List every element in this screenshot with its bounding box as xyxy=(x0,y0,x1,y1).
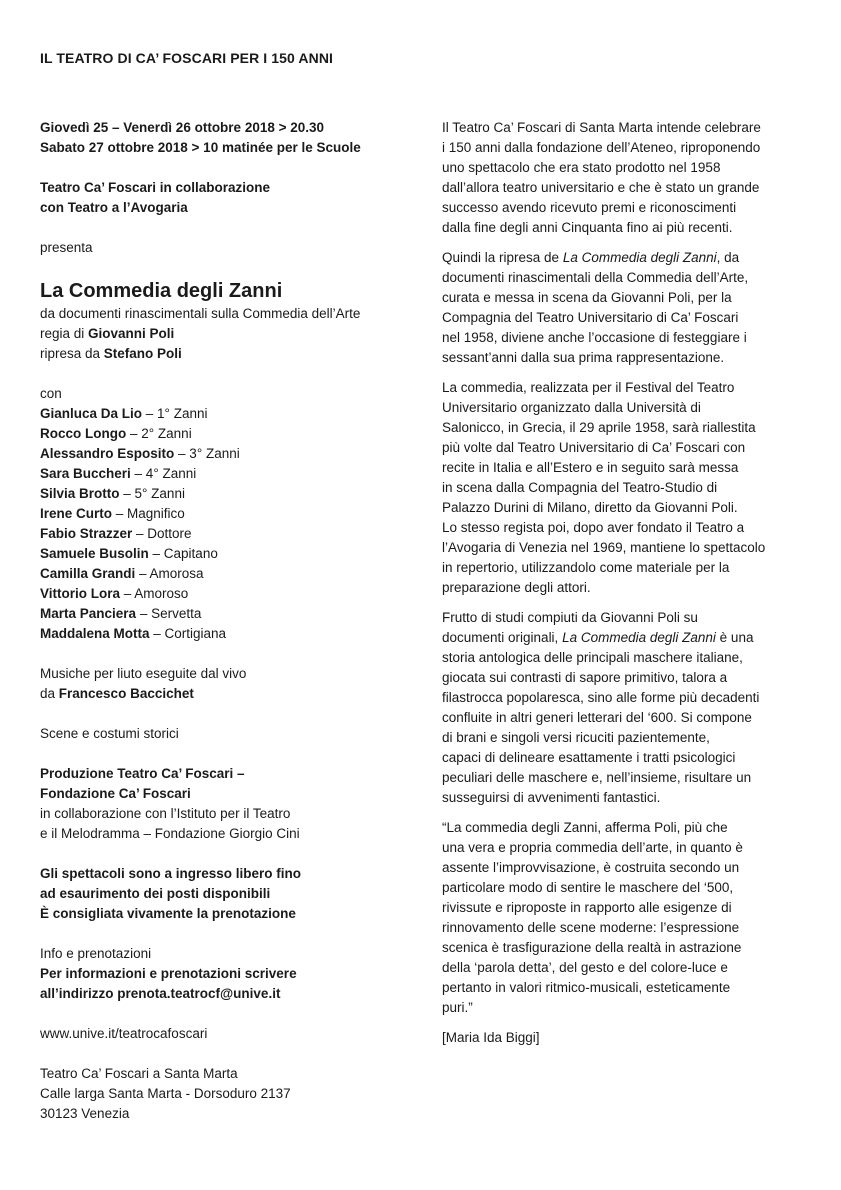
text-line: di brani e singoli versi ricuciti pazientemente, xyxy=(442,730,710,745)
cast-item xyxy=(40,504,420,524)
production-line: Fondazione Ca’ Foscari xyxy=(40,786,191,801)
dates xyxy=(40,118,420,158)
actor-role: – Capitano xyxy=(148,546,218,561)
text-line: dalla fine degli anni Cinquanta fino ai più recenti. xyxy=(442,220,733,235)
show-subtitle: da documenti rinascimentali sulla Commedia dell’Arte xyxy=(40,306,361,321)
actor-role: – Amoroso xyxy=(120,586,189,601)
paragraph-1 xyxy=(442,118,817,238)
page-header: IL TEATRO DI CA’ FOSCARI PER I 150 ANNI xyxy=(40,50,334,66)
info-label: Info e prenotazioni xyxy=(40,946,152,961)
actor-name: Fabio Strazzer xyxy=(40,526,133,541)
collaboration xyxy=(40,178,420,218)
cast-item xyxy=(40,484,420,504)
actor-name: Marta Panciera xyxy=(40,606,137,621)
text-line: dall’allora teatro universitario e che è stato un grande xyxy=(442,180,760,195)
actor-role: – 5° Zanni xyxy=(119,486,185,501)
cast-item xyxy=(40,424,420,444)
text-line: curata e messa in scena da Giovanni Poli, per la xyxy=(442,290,732,305)
collab-line: Teatro Ca’ Foscari in collaborazione xyxy=(40,180,271,195)
text-line: più volte dal Teatro Universitario di Ca’ Foscari con xyxy=(442,440,746,455)
text-line: Salonicco, in Grecia, il 29 aprile 1958, sarà riallestita xyxy=(442,420,756,435)
actor-role: – Amorosa xyxy=(135,566,204,581)
regia-label: regia di xyxy=(40,326,89,341)
text-line: storia antologica delle principali maschere italiane, xyxy=(442,650,743,665)
regia-name: Giovanni Poli xyxy=(88,326,175,341)
cast-item xyxy=(40,544,420,564)
text-line: i 150 anni dalla fondazione dell’Ateneo, riproponendo xyxy=(442,140,761,155)
right-column xyxy=(442,118,817,1048)
italic-title: La Commedia degli Zanni xyxy=(562,630,716,645)
show-title: La Commedia degli Zanni xyxy=(40,280,283,302)
cast-item xyxy=(40,524,420,544)
access-line: ad esaurimento dei posti disponibili xyxy=(40,886,271,901)
quote-line: una vera e propria commedia dell’arte, in quanto è xyxy=(442,840,743,855)
text-line: giocata sui contrasti di sapore primitivo, talora a xyxy=(442,670,728,685)
quote-line: “La commedia degli Zanni, afferma Poli, più che xyxy=(442,820,728,835)
quote-line: scenica è trasfigurazione della realtà in astrazione xyxy=(442,940,742,955)
actor-role: – 4° Zanni xyxy=(130,466,197,481)
text-line: l’Avogaria di Venezia nel 1969, mantiene lo spettacolo xyxy=(442,540,766,555)
text-line: Il Teatro Ca’ Foscari di Santa Marta intende celebrare xyxy=(442,120,761,135)
regia xyxy=(40,324,420,344)
text-span: documenti originali, xyxy=(442,630,563,645)
actor-name: Rocco Longo xyxy=(40,426,127,441)
actor-name: Maddalena Motta xyxy=(40,626,150,641)
text-line: sessant’anni dalla sua prima rappresentazione. xyxy=(442,350,725,365)
cast-item xyxy=(40,604,420,624)
text-span: Quindi la ripresa de xyxy=(442,250,563,265)
text-line: recite in Italia e all’Estero e in seguito sarà messa xyxy=(442,460,739,475)
music xyxy=(40,664,420,704)
presenta: presenta xyxy=(40,240,93,255)
text-line: preparazione degli attori. xyxy=(442,580,591,595)
production-line: Produzione Teatro Ca’ Foscari – xyxy=(40,766,245,781)
music-line xyxy=(40,684,420,704)
production xyxy=(40,764,420,844)
actor-role: – Servetta xyxy=(136,606,202,621)
scene-costumi: Scene e costumi storici xyxy=(40,726,179,741)
info-line: Per informazioni e prenotazioni scrivere xyxy=(40,966,297,981)
italic-title: La Commedia degli Zanni xyxy=(562,250,717,265)
left-column xyxy=(40,118,420,1124)
actor-role: – Cortigiana xyxy=(149,626,227,641)
info xyxy=(40,944,420,1004)
actor-role: – Dottore xyxy=(132,526,192,541)
actor-role: – 1° Zanni xyxy=(142,406,208,421)
ripresa-name: Stefano Poli xyxy=(103,346,182,361)
text-line: peculiari delle maschere e, nell’insieme, risultare un xyxy=(442,770,752,785)
text-line: nel 1958, diviene anche l’occasione di festeggiare i xyxy=(442,330,747,345)
quote xyxy=(442,818,817,1018)
actor-name: Silvia Brotto xyxy=(40,486,120,501)
musician-name: Francesco Baccichet xyxy=(58,686,194,701)
text-line xyxy=(442,248,817,268)
paragraph-2 xyxy=(442,248,817,368)
quote-line: rivissute e riproposte in rapporto alle esigenze di xyxy=(442,900,732,915)
date-line: Giovedì 25 – Venerdì 26 ottobre 2018 > 20.30 xyxy=(40,120,325,135)
quote-line: puri.” xyxy=(442,1000,473,1015)
text-span: , da xyxy=(716,250,740,265)
cast-list xyxy=(40,404,420,644)
cast-item xyxy=(40,624,420,644)
access-line: È consigliata vivamente la prenotazione xyxy=(40,906,296,921)
quote-line: della ‘parola detta’, del gesto e del colore-luce e xyxy=(442,960,728,975)
con-label: con xyxy=(40,386,62,401)
text-line: capaci di delineare esattamente i tratti psicologici xyxy=(442,750,736,765)
address-line: Calle larga Santa Marta - Dorsoduro 2137 xyxy=(40,1086,291,1101)
cast-item xyxy=(40,444,420,464)
actor-role: – 2° Zanni xyxy=(126,426,192,441)
website-link[interactable]: www.unive.it/teatrocafoscari xyxy=(40,1026,208,1041)
text-line: in repertorio, utilizzandolo come materiale per la xyxy=(442,560,730,575)
text-line: uno spettacolo che era stato prodotto nel 1958 xyxy=(442,160,721,175)
ripresa-label: ripresa da xyxy=(40,346,104,361)
address xyxy=(40,1064,420,1124)
cast-item xyxy=(40,404,420,424)
text-line: Universitario organizzato dalla Università di xyxy=(442,400,701,415)
text-line: susseguirsi di avvenimenti fantastici. xyxy=(442,790,661,805)
actor-name: Sara Buccheri xyxy=(40,466,131,481)
paragraph-3 xyxy=(442,378,817,598)
actor-role: – 3° Zanni xyxy=(174,446,240,461)
music-line: Musiche per liuto eseguite dal vivo xyxy=(40,666,247,681)
actor-name: Samuele Busolin xyxy=(40,546,149,561)
text-line: La commedia, realizzata per il Festival del Teatro xyxy=(442,380,735,395)
text-span: è una xyxy=(715,630,754,645)
cast-item xyxy=(40,564,420,584)
paragraph-4 xyxy=(442,608,817,808)
text-line: in scena dalla Compagnia del Teatro-Studio di xyxy=(442,480,718,495)
actor-role: – Magnifico xyxy=(112,506,185,521)
actor-name: Vittorio Lora xyxy=(40,586,121,601)
date-line: Sabato 27 ottobre 2018 > 10 matinée per le Scuole xyxy=(40,140,361,155)
address-line: Teatro Ca’ Foscari a Santa Marta xyxy=(40,1066,238,1081)
actor-name: Gianluca Da Lio xyxy=(40,406,143,421)
text-line: Palazzo Durini di Milano, diretto da Giovanni Poli. xyxy=(442,500,738,515)
address-line: 30123 Venezia xyxy=(40,1106,130,1121)
text-line: Lo stesso regista poi, dopo aver fondato il Teatro a xyxy=(442,520,745,535)
text-line: filastrocca popolaresca, sino alle forme più decadenti xyxy=(442,690,760,705)
info-email-line[interactable]: all’indirizzo prenota.teatrocf@unive.it xyxy=(40,986,281,1001)
text-line: documenti rinascimentali della Commedia dell’Arte, xyxy=(442,270,749,285)
text-line xyxy=(442,628,817,648)
quote-line: rinnovamento delle scene moderne: l’espressione xyxy=(442,920,740,935)
production-collab-line: in collaborazione con l’Istituto per il Teatro xyxy=(40,806,291,821)
actor-name: Camilla Grandi xyxy=(40,566,136,581)
actor-name: Irene Curto xyxy=(40,506,113,521)
quote-line: pertanto in valori ritmico-musicali, esteticamente xyxy=(442,980,731,995)
music-prefix: da xyxy=(40,686,59,701)
access-info xyxy=(40,864,420,924)
signature: [Maria Ida Biggi] xyxy=(442,1030,540,1045)
text-line: Compagnia del Teatro Universitario di Ca’ Foscari xyxy=(442,310,739,325)
production-collab-line: e il Melodramma – Fondazione Giorgio Cini xyxy=(40,826,300,841)
quote-line: assente l’improvvisazione, è costruita secondo un xyxy=(442,860,740,875)
actor-name: Alessandro Esposito xyxy=(40,446,175,461)
text-line: confluite in altri generi letterari del ‘600. Si compone xyxy=(442,710,752,725)
cast-item xyxy=(40,464,420,484)
cast-item xyxy=(40,584,420,604)
collab-line: con Teatro a l’Avogaria xyxy=(40,200,188,215)
quote-line: particolare modo di sentire le maschere del ‘500, xyxy=(442,880,734,895)
ripresa xyxy=(40,344,420,364)
text-line: Frutto di studi compiuti da Giovanni Poli su xyxy=(442,610,698,625)
text-line: successo avendo ricevuto premi e riconoscimenti xyxy=(442,200,737,215)
access-line: Gli spettacoli sono a ingresso libero fino xyxy=(40,866,302,881)
